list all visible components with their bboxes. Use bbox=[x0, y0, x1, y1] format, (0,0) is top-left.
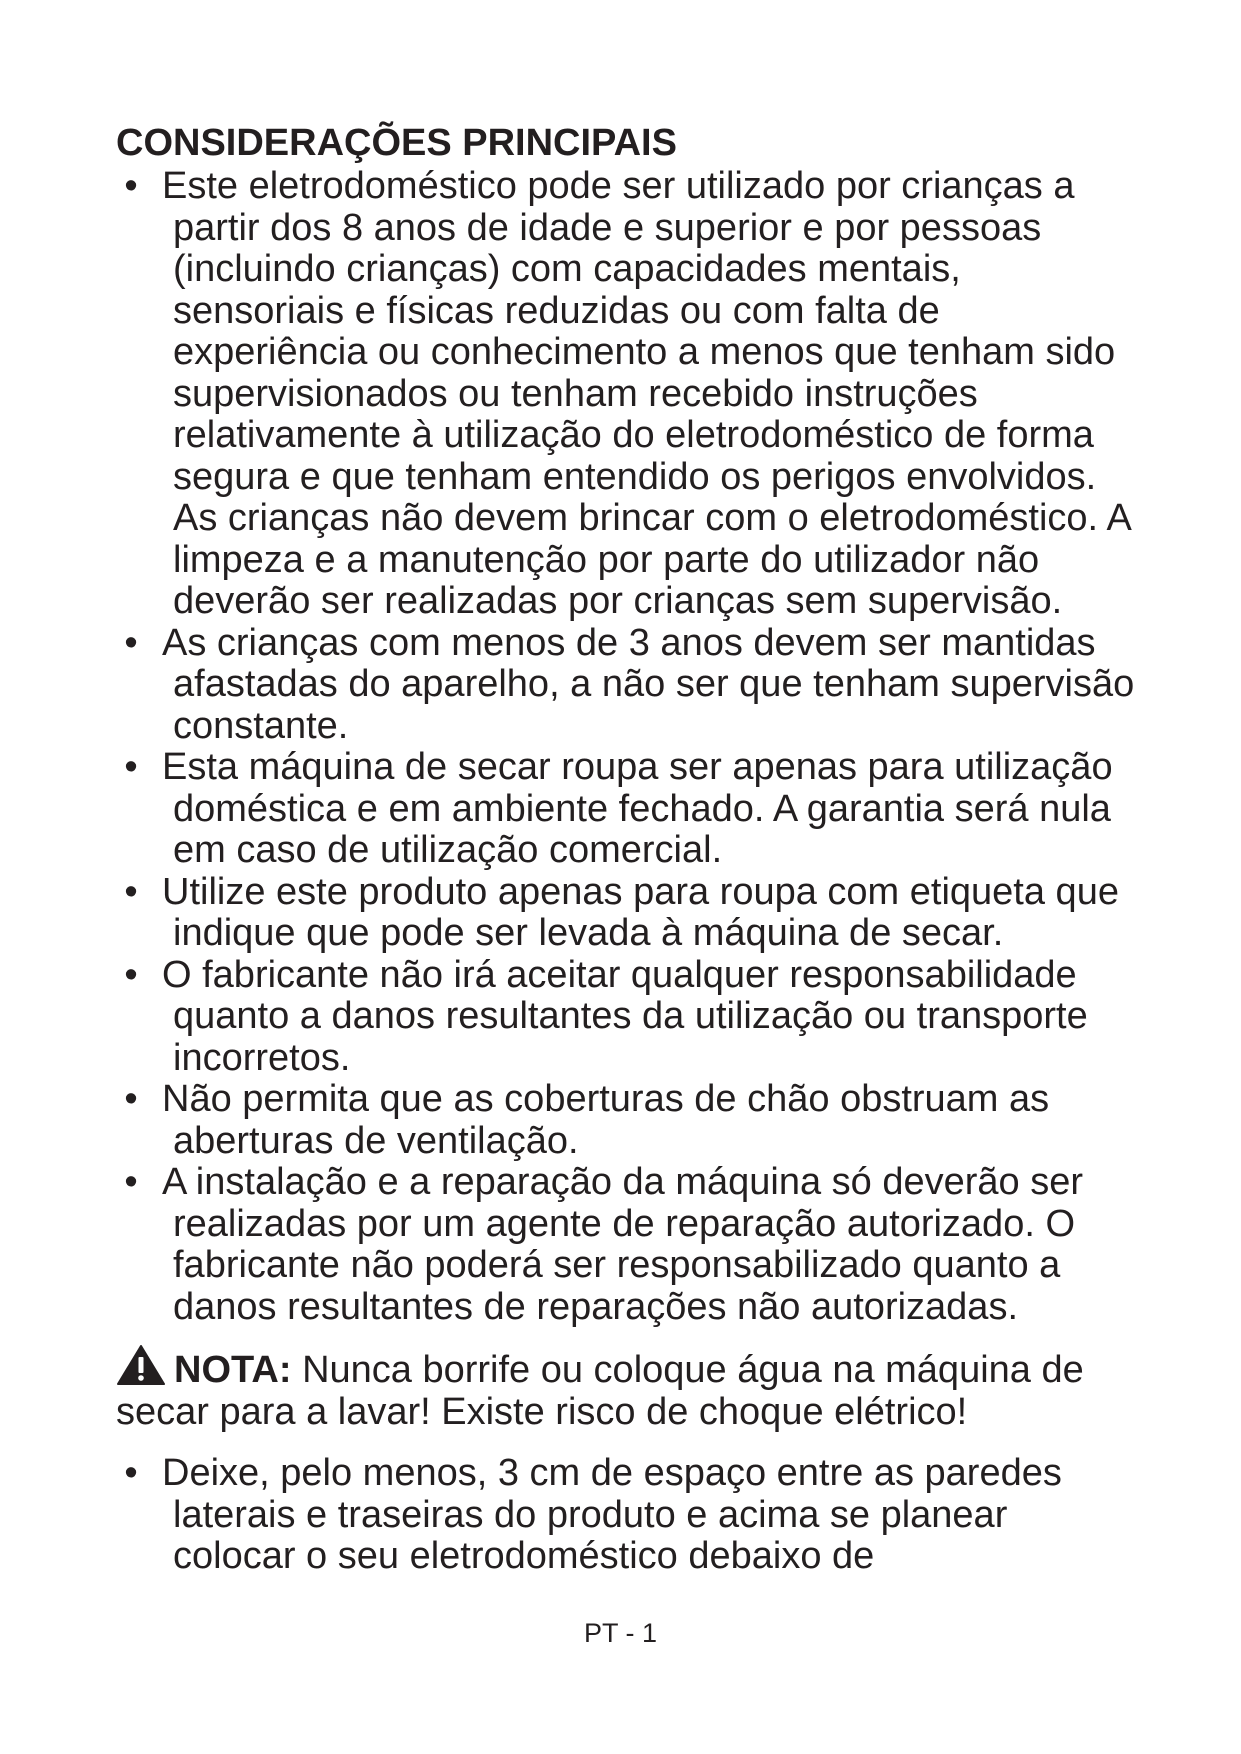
list-item bbox=[116, 747, 1136, 872]
list-item-text: O fabricante não irá aceitar qualquer responsabilidade quanto a danos resultantes da utilização ou transporte incorretos. bbox=[162, 953, 1088, 1079]
list-item-text: Deixe, pelo menos, 3 cm de espaço entre as paredes laterais e traseiras do produto e acima se planear colocar o seu eletrodoméstico debaixo de bbox=[162, 1452, 1062, 1577]
list-item bbox=[116, 1453, 1136, 1578]
list-item bbox=[116, 623, 1136, 748]
list-item bbox=[116, 1162, 1136, 1328]
document-page bbox=[116, 120, 1136, 1578]
bullet-icon: • bbox=[124, 953, 138, 996]
bullet-icon: • bbox=[124, 1161, 138, 1203]
bullet-icon: • bbox=[124, 870, 138, 913]
list-item-text: As crianças com menos de 3 anos devem ser mantidas afastadas do aparelho, a não ser que tenham supervisão constante. bbox=[162, 621, 1135, 747]
safety-note bbox=[116, 1344, 1136, 1433]
note-label: NOTA: bbox=[174, 1349, 292, 1391]
list-item-text: Esta máquina de secar roupa ser apenas para utilização doméstica e em ambiente fechado. A garantia será nula em caso de utilização comercial. bbox=[162, 746, 1113, 871]
list-item-text: Utilize este produto apenas para roupa com etiqueta que indique que pode ser levada à máquina de secar. bbox=[162, 870, 1119, 954]
list-item bbox=[116, 1079, 1136, 1162]
section-title: CONSIDERAÇÕES PRINCIPAIS bbox=[116, 122, 677, 164]
note-text: Nunca borrife ou coloque água na máquina de secar para a lavar! Existe risco de choque elétrico! bbox=[116, 1349, 1084, 1433]
list-item bbox=[116, 955, 1136, 1080]
warning-triangle-icon bbox=[116, 1344, 166, 1386]
bullet-icon: • bbox=[124, 621, 138, 664]
list-item-text: Não permita que as coberturas de chão obstruam as aberturas de ventilação. bbox=[162, 1078, 1050, 1162]
bullet-icon: • bbox=[124, 746, 138, 788]
list-item bbox=[116, 166, 1136, 623]
list-item bbox=[116, 872, 1136, 955]
bullet-list-bottom bbox=[116, 1453, 1136, 1578]
bullet-list-top bbox=[116, 166, 1136, 1328]
bullet-icon: • bbox=[124, 1452, 138, 1494]
list-item-text: Este eletrodoméstico pode ser utilizado por crianças a partir dos 8 anos de idade e superior e por pessoas (incluindo crianças) com capacidades mentais, sensoriais e físicas reduzidas ou com falta de experiência ou conhecimento a menos que tenham sido supervisionados ou tenham recebido instruções relativamente à utilização do eletrodoméstico de forma segura e que tenham entendido os perigos envolvidos. As crianças não devem brincar com o eletrodoméstico. A limpeza e a manutenção por parte do utilizador não deverão ser realizadas por crianças sem supervisão. bbox=[162, 165, 1130, 622]
bullet-icon: • bbox=[124, 165, 138, 207]
list-item-text: A instalação e a reparação da máquina só deverão ser realizadas por um agente de reparação autorizado. O fabricante não poderá ser responsabilizado quanto a danos resultantes de reparações não autorizadas. bbox=[162, 1161, 1084, 1328]
bullet-icon: • bbox=[124, 1078, 138, 1120]
page-number: PT - 1 bbox=[583, 1618, 658, 1648]
